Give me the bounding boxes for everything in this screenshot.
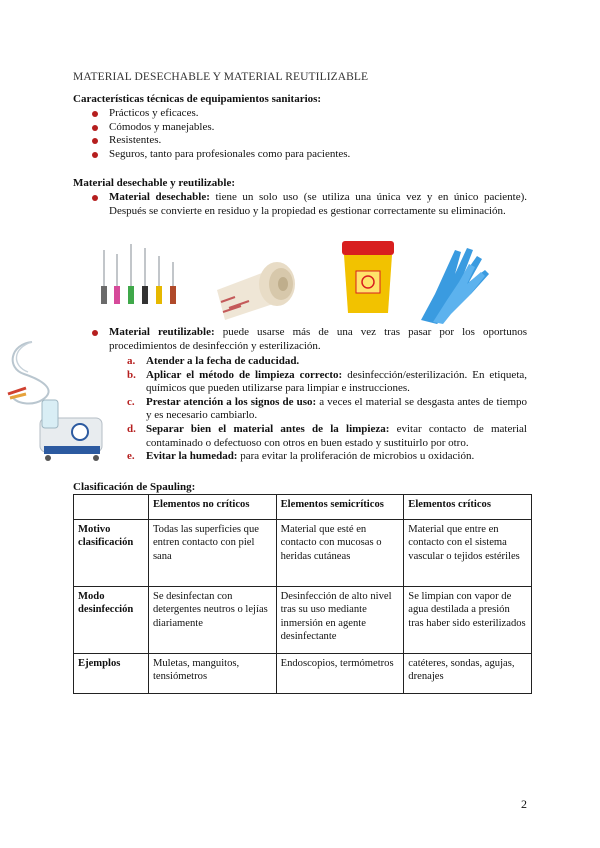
section-heading-material: Material desechable y reutilizable: [73,177,236,189]
step-item [127,369,527,396]
table-cell: Material que entre en contacto con el sistema vascular o tejidos estériles [404,520,532,587]
table-cell: Se limpian con vapor de agua destilada a presión tras haber sido esterilizados [404,587,532,654]
list-item-desechable [90,191,527,218]
page-title: MATERIAL DESECHABLE Y MATERIAL REUTILIZABLE [73,71,369,83]
desechable-text: tiene un solo uso (se utiliza una única vez y en único paciente). Después se convierte en residuo y la propiedad es gestionar correctamente su eliminación. [109,191,528,217]
list-item: Resistentes. [90,134,530,148]
gloves-image [415,242,500,324]
list-item-reutilizable [90,326,527,353]
step-marker: c. [127,395,135,408]
aspirator-image [34,396,108,462]
section-heading-spaulding: Clasificación de Spauling: [73,481,196,493]
step-text: desinfección/esterilización. En etiqueta, químicos que pueden utilizarse para limpiar e instrucciones. [146,368,528,395]
step-text: para evitar la proliferación de microbios u oxidación. [237,450,475,463]
list-item: Cómodos y manejables. [90,121,530,135]
desechable-label: Material desechable: [109,191,210,203]
reutilizable-label: Material reutilizable: [109,326,215,338]
list-item: Prácticos y eficaces. [90,107,530,121]
step-marker: d. [127,422,136,435]
header-cell: Elementos no críticos [148,495,276,520]
table-cell: Todas las superficies que entren contacto con piel sana [148,520,276,587]
step-label: Atender a la fecha de caducidad. [146,355,300,367]
needles-image [96,242,188,310]
step-label: Prestar atención a los signos de uso: [146,395,317,408]
reutilizable-text: puede usarse más de una vez tras pasar por los oportunos procedimientos de desinfección y esterilización. [109,326,528,352]
header-cell: Elementos semicríticos [276,495,404,520]
step-item [127,355,527,369]
row-label: Modo desinfección [74,587,149,654]
bandage-image [215,250,305,320]
caracteristicas-list [90,107,530,161]
table-row [74,654,532,694]
step-marker: a. [127,355,136,367]
step-label: Separar bien el material antes de la limpieza: [146,422,390,435]
spaulding-table [73,494,532,694]
table-header-row [74,495,532,520]
steps-list [127,355,527,464]
desechable-list [90,191,527,218]
list-item: Seguros, tanto para profesionales como para pacientes. [90,148,530,162]
step-marker: e. [127,450,135,463]
table-cell: Endoscopios, termómetros [276,654,404,694]
table-cell: catéteres, sondas, agujas, drenajes [404,654,532,694]
reutilizable-list [90,326,527,353]
step-item [127,450,527,464]
step-item [127,396,527,423]
table-cell: Muletas, manguitos, tensiómetros [148,654,276,694]
sharps-container-image [336,239,400,315]
table-cell: Material que esté en contacto con mucosas o heridas cutáneas [276,520,404,587]
table-row [74,587,532,654]
section-heading-caracteristicas: Características técnicas de equipamientos sanitarios: [73,93,322,105]
header-cell: Elementos críticos [404,495,532,520]
step-text: evitar contacto de material contaminado o defectuoso con otros en buen estado y sustituirlo por otro. [146,422,527,449]
row-label: Motivo clasificación [74,520,149,587]
step-item [127,423,527,450]
table-cell: Desinfección de alto nivel tras su uso mediante inmersión en agente desinfectante [276,587,404,654]
table-row [74,520,532,587]
step-marker: b. [127,368,136,381]
header-cell [74,495,149,520]
step-text: a veces el material se desgasta antes de tiempo y es necesario cambiarlo. [146,395,528,422]
row-label: Ejemplos [74,654,149,694]
step-label: Aplicar el método de limpieza correcto: [146,368,343,381]
step-label: Evitar la humedad: [146,450,238,463]
table-cell: Se desinfectan con detergentes neutros o lejías diariamente [148,587,276,654]
page-number: 2 [521,797,527,811]
